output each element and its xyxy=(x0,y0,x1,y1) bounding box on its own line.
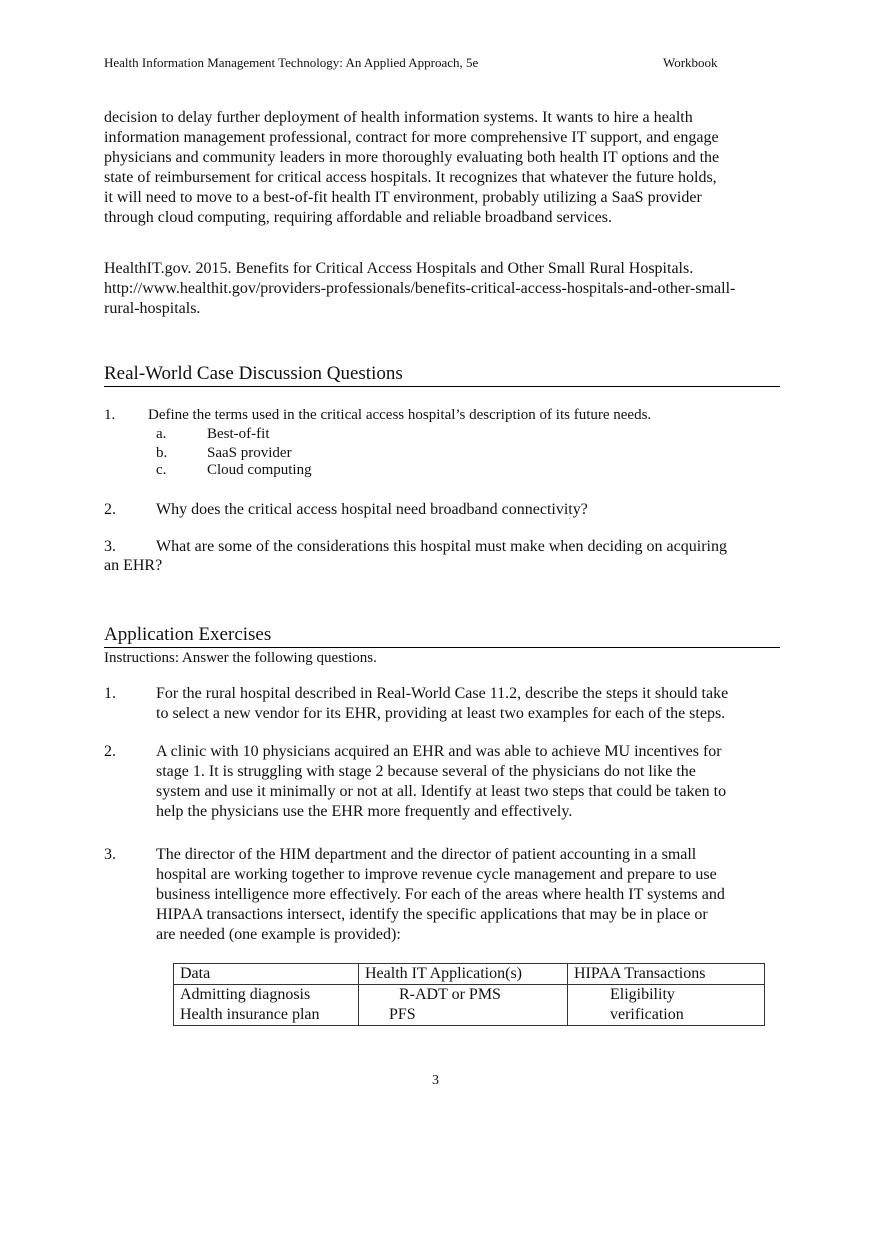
intro-line: state of reimbursement for critical access hospitals. It recognizes that whatever the future holds, xyxy=(104,169,717,186)
sub-item-letter: b. xyxy=(156,445,168,461)
intro-line: through cloud computing, requiring affordable and reliable broadband services. xyxy=(104,209,612,226)
exercise-line: For the rural hospital described in Real-World Case 11.2, describe the steps it should take xyxy=(156,685,729,702)
reference-line: rural-hospitals. xyxy=(104,300,201,317)
hipaa-item xyxy=(586,985,758,1005)
sub-item-text: Cloud computing xyxy=(207,462,312,478)
application-item xyxy=(375,985,561,1005)
data-item: Admitting diagnosis xyxy=(180,986,311,1003)
hipaa-text: Eligibility xyxy=(610,986,675,1003)
hipaa-text-continued: verification xyxy=(610,1006,684,1023)
exercise-line: hospital are working together to improve revenue cycle management and prepare to use xyxy=(156,866,717,883)
exercise-text xyxy=(156,742,786,822)
table-header-applications: Health IT Application(s) xyxy=(359,964,568,985)
sub-item-text: SaaS provider xyxy=(207,445,292,461)
running-header-label: Workbook xyxy=(663,55,718,70)
sub-item-letter: a. xyxy=(156,426,167,442)
sub-item-letter: c. xyxy=(156,462,167,478)
table-cell-hipaa xyxy=(568,985,765,1026)
intro-line: information management professional, contract for more comprehensive IT support, and engage xyxy=(104,129,719,146)
table-cell-data xyxy=(174,985,359,1026)
exercises-section-title: Application Exercises xyxy=(104,624,780,648)
question-text-continued: an EHR? xyxy=(104,557,163,574)
exercise-line: system and use it minimally or not at all. Identify at least two steps that could be taken to xyxy=(156,783,727,800)
intro-paragraph xyxy=(104,108,794,228)
intro-line: decision to delay further deployment of health information systems. It wants to hire a health xyxy=(104,109,693,126)
exercise-number: 1. xyxy=(104,685,116,702)
exercises-instructions: Instructions: Answer the following questions. xyxy=(104,650,377,666)
application-text: R-ADT or PMS xyxy=(399,986,501,1003)
question-number: 3. xyxy=(104,538,116,555)
application-text: PFS xyxy=(389,1006,416,1023)
exercise-line: HIPAA transactions intersect, identify the specific applications that may be in place or xyxy=(156,906,708,923)
question-number: 2. xyxy=(104,501,116,518)
exercise-line: The director of the HIM department and the director of patient accounting in a small xyxy=(156,846,697,863)
question-text: Why does the critical access hospital need broadband connectivity? xyxy=(156,501,588,518)
data-item: Health insurance plan xyxy=(180,1006,320,1023)
example-table xyxy=(173,963,765,1026)
intro-line: physicians and community leaders in more thoroughly evaluating both health IT options and the xyxy=(104,149,720,166)
exercise-line: A clinic with 10 physicians acquired an EHR and was able to achieve MU incentives for xyxy=(156,743,722,760)
reference-paragraph xyxy=(104,259,794,319)
question-text: What are some of the considerations this hospital must make when deciding on acquiring xyxy=(156,538,727,555)
table-header-row xyxy=(174,964,765,985)
exercise-line: are needed (one example is provided): xyxy=(156,926,401,943)
exercise-text xyxy=(156,845,786,945)
exercise-line: help the physicians use the EHR more frequently and effectively. xyxy=(156,803,573,820)
table-header-hipaa: HIPAA Transactions xyxy=(568,964,765,985)
application-item xyxy=(375,1005,561,1025)
question-text: Define the terms used in the critical access hospital’s description of its future needs. xyxy=(148,407,652,423)
table-header-data: Data xyxy=(174,964,359,985)
reference-url: http://www.healthit.gov/providers-professionals/benefits-critical-access-hospitals-and-other-small- xyxy=(104,280,736,297)
exercise-number: 2. xyxy=(104,743,116,760)
exercise-line: stage 1. It is struggling with stage 2 because several of the physicians do not like the xyxy=(156,763,696,780)
sub-item-text: Best-of-fit xyxy=(207,426,270,442)
exercise-number: 3. xyxy=(104,846,116,863)
page-number: 3 xyxy=(432,1073,439,1088)
running-header-title: Health Information Management Technology: An Applied Approach, 5e xyxy=(104,55,479,70)
exercise-text xyxy=(156,684,786,724)
reference-line: HealthIT.gov. 2015. Benefits for Critical Access Hospitals and Other Small Rural Hospitals. xyxy=(104,260,694,277)
exercise-line: to select a new vendor for its EHR, providing at least two examples for each of the steps. xyxy=(156,705,726,722)
exercise-line: business intelligence more effectively. For each of the areas where health IT systems and xyxy=(156,886,725,903)
table-cell-applications xyxy=(359,985,568,1026)
table-row xyxy=(174,985,765,1026)
intro-line: it will need to move to a best-of-fit health IT environment, probably utilizing a SaaS provider xyxy=(104,189,702,206)
question-number: 1. xyxy=(104,407,116,423)
discussion-section-title: Real-World Case Discussion Questions xyxy=(104,363,780,387)
